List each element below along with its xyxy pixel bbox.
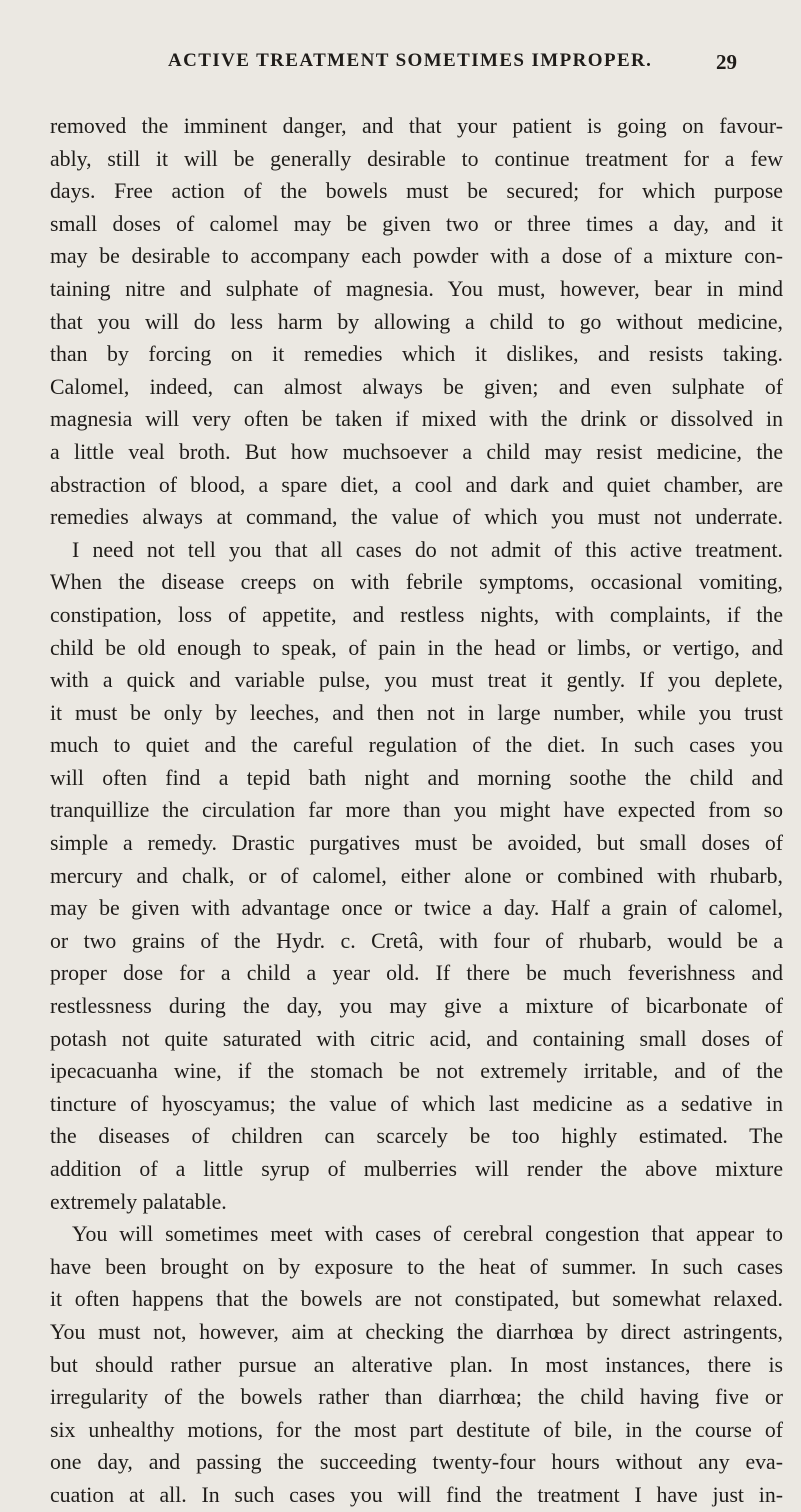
text-line: but should rather pursue an alterative plan. In most instances, there is bbox=[50, 1352, 783, 1377]
text-line: remedies always at command, the value of which you must not underrate. bbox=[50, 505, 783, 530]
text-line: constipation, loss of appetite, and restless nights, with complaints, if the bbox=[50, 602, 783, 627]
text-line: addition of a little syrup of mulberries will render the above mixture bbox=[50, 1157, 783, 1181]
text-line: may be desirable to accompany each powder with a dose of a mixture con- bbox=[50, 244, 783, 269]
text-line: restlessness during the day, you may give a mixture of bicarbonate of bbox=[50, 994, 783, 1019]
text-line: small doses of calomel may be given two or three times a day, and it bbox=[50, 211, 783, 236]
text-line: ably, still it will be generally desirable to continue treatment for a few bbox=[50, 146, 783, 171]
text-line: You must not, however, aim at checking the diarrhœa by direct astringents, bbox=[50, 1319, 783, 1344]
body-text bbox=[50, 110, 783, 1512]
text-line: potash not quite saturated with citric acid, and containing small doses of bbox=[50, 1026, 783, 1051]
text-line: You will sometimes meet with cases of cerebral congestion that appear to bbox=[72, 1222, 783, 1247]
text-line: with a quick and variable pulse, you must treat it gently. If you deplete, bbox=[50, 668, 783, 693]
text-line: magnesia will very often be taken if mixed with the drink or dissolved in bbox=[50, 407, 783, 432]
paragraph-1 bbox=[50, 110, 783, 534]
text-line: the diseases of children can scarcely be too highly estimated. The bbox=[50, 1124, 783, 1149]
text-line: a little veal broth. But how muchsoever a child may resist medicine, the bbox=[50, 439, 783, 464]
text-line: one day, and passing the succeeding twenty-four hours without any eva- bbox=[50, 1450, 783, 1475]
text-line: it must be only by leeches, and then not in large number, while you trust bbox=[50, 700, 783, 725]
text-line: will often find a tepid bath night and morning soothe the child and bbox=[50, 765, 783, 790]
text-line: that you will do less harm by allowing a child to go without medicine, bbox=[50, 309, 783, 334]
text-line: tincture of hyoscyamus; the value of which last medicine as a sedative in bbox=[50, 1091, 783, 1116]
text-line: child be old enough to speak, of pain in the head or limbs, or vertigo, and bbox=[50, 635, 783, 660]
text-line: removed the imminent danger, and that your patient is going on favour- bbox=[50, 114, 783, 138]
page-number: 29 bbox=[716, 50, 737, 74]
text-line: irregularity of the bowels rather than diarrhœa; the child having five or bbox=[50, 1385, 783, 1410]
text-line: or two grains of the Hydr. c. Cretâ, with four of rhubarb, would be a bbox=[50, 928, 783, 953]
text-line: much to quiet and the careful regulation of the diet. In such cases you bbox=[50, 733, 783, 758]
running-head bbox=[50, 50, 783, 80]
text-line: proper dose for a child a year old. If there be much feverishness and bbox=[50, 961, 783, 986]
text-line: taining nitre and sulphate of magnesia. You must, however, bear in mind bbox=[50, 276, 783, 301]
running-title: ACTIVE TREATMENT SOMETIMES IMPROPER. bbox=[168, 50, 653, 71]
text-line: days. Free action of the bowels must be secured; for which purpose bbox=[50, 179, 783, 204]
text-line: abstraction of blood, a spare diet, a cool and dark and quiet chamber, are bbox=[50, 472, 783, 497]
text-line: extremely palatable. bbox=[50, 1189, 227, 1214]
text-line: simple a remedy. Drastic purgatives must be avoided, but small doses of bbox=[50, 831, 783, 856]
text-line: may be given with advantage once or twice a day. Half a grain of calomel, bbox=[50, 896, 783, 921]
paragraph-3 bbox=[50, 1218, 783, 1511]
text-line: cuation at all. In such cases you will find the treatment I have just in- bbox=[50, 1482, 783, 1507]
text-line: six unhealthy motions, for the most part destitute of bile, in the course of bbox=[50, 1417, 783, 1442]
text-line: ipecacuanha wine, if the stomach be not extremely irritable, and of the bbox=[50, 1059, 783, 1084]
text-line: tranquillize the circulation far more than you might have expected from so bbox=[50, 798, 783, 823]
text-line: When the disease creeps on with febrile symptoms, occasional vomiting, bbox=[50, 570, 783, 595]
paragraph-2 bbox=[50, 534, 783, 1218]
text-line: mercury and chalk, or of calomel, either alone or combined with rhubarb, bbox=[50, 863, 783, 888]
text-line: have been brought on by exposure to the heat of summer. In such cases bbox=[50, 1254, 783, 1279]
text-line: Calomel, indeed, can almost always be given; and even sulphate of bbox=[50, 374, 783, 399]
text-line: than by forcing on it remedies which it dislikes, and resists taking. bbox=[50, 342, 783, 367]
text-line: I need not tell you that all cases do not admit of this active treatment. bbox=[72, 537, 783, 562]
text-line: it often happens that the bowels are not constipated, but somewhat relaxed. bbox=[50, 1287, 783, 1312]
